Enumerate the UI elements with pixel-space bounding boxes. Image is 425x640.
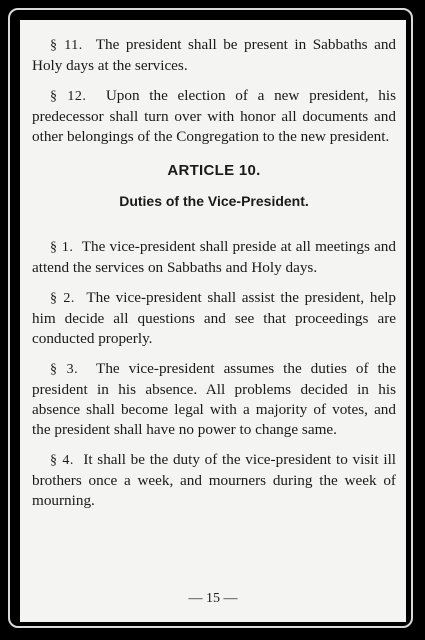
section-2-paragraph <box>32 288 396 349</box>
section-number: § 12. <box>50 89 87 104</box>
section-number: § 4. <box>50 453 74 468</box>
section-4-paragraph <box>32 450 396 511</box>
section-11-paragraph <box>32 35 396 76</box>
section-number: § 2. <box>50 291 75 306</box>
page-number: — 15 — <box>188 591 238 606</box>
section-number: § 3. <box>50 362 79 377</box>
section-text: The vice-president assumes the duties of the president in his absence. All problems decided in his absence shall become legal with a majority of votes, and the president shall have no power to change same. <box>32 360 397 438</box>
section-number: § 1. <box>50 240 74 255</box>
section-1-paragraph <box>32 237 396 278</box>
section-3-paragraph <box>32 359 396 440</box>
section-text: It shall be the duty of the vice-president to visit ill brothers once a week, and mourners during the week of mourning. <box>32 451 397 509</box>
section-text: Upon the election of a new president, his predecessor shall turn over with honor all documents and other belongings of the Congregation to the new president. <box>32 87 396 145</box>
section-text: The president shall be present in Sabbaths and Holy days at the services. <box>32 36 397 74</box>
section-text: The vice-president shall assist the president, help him decide all questions and see that proceedings are conducted properly. <box>32 289 397 347</box>
document-page <box>20 20 406 622</box>
article-subtitle: Duties of the Vice-President. <box>119 193 309 209</box>
section-text: The vice-president shall preside at all meetings and attend the services on Sabbaths and Holy days. <box>32 238 396 276</box>
section-number: § 11. <box>50 38 83 53</box>
section-12-paragraph <box>32 86 396 147</box>
article-heading: ARTICLE 10. <box>167 162 261 179</box>
